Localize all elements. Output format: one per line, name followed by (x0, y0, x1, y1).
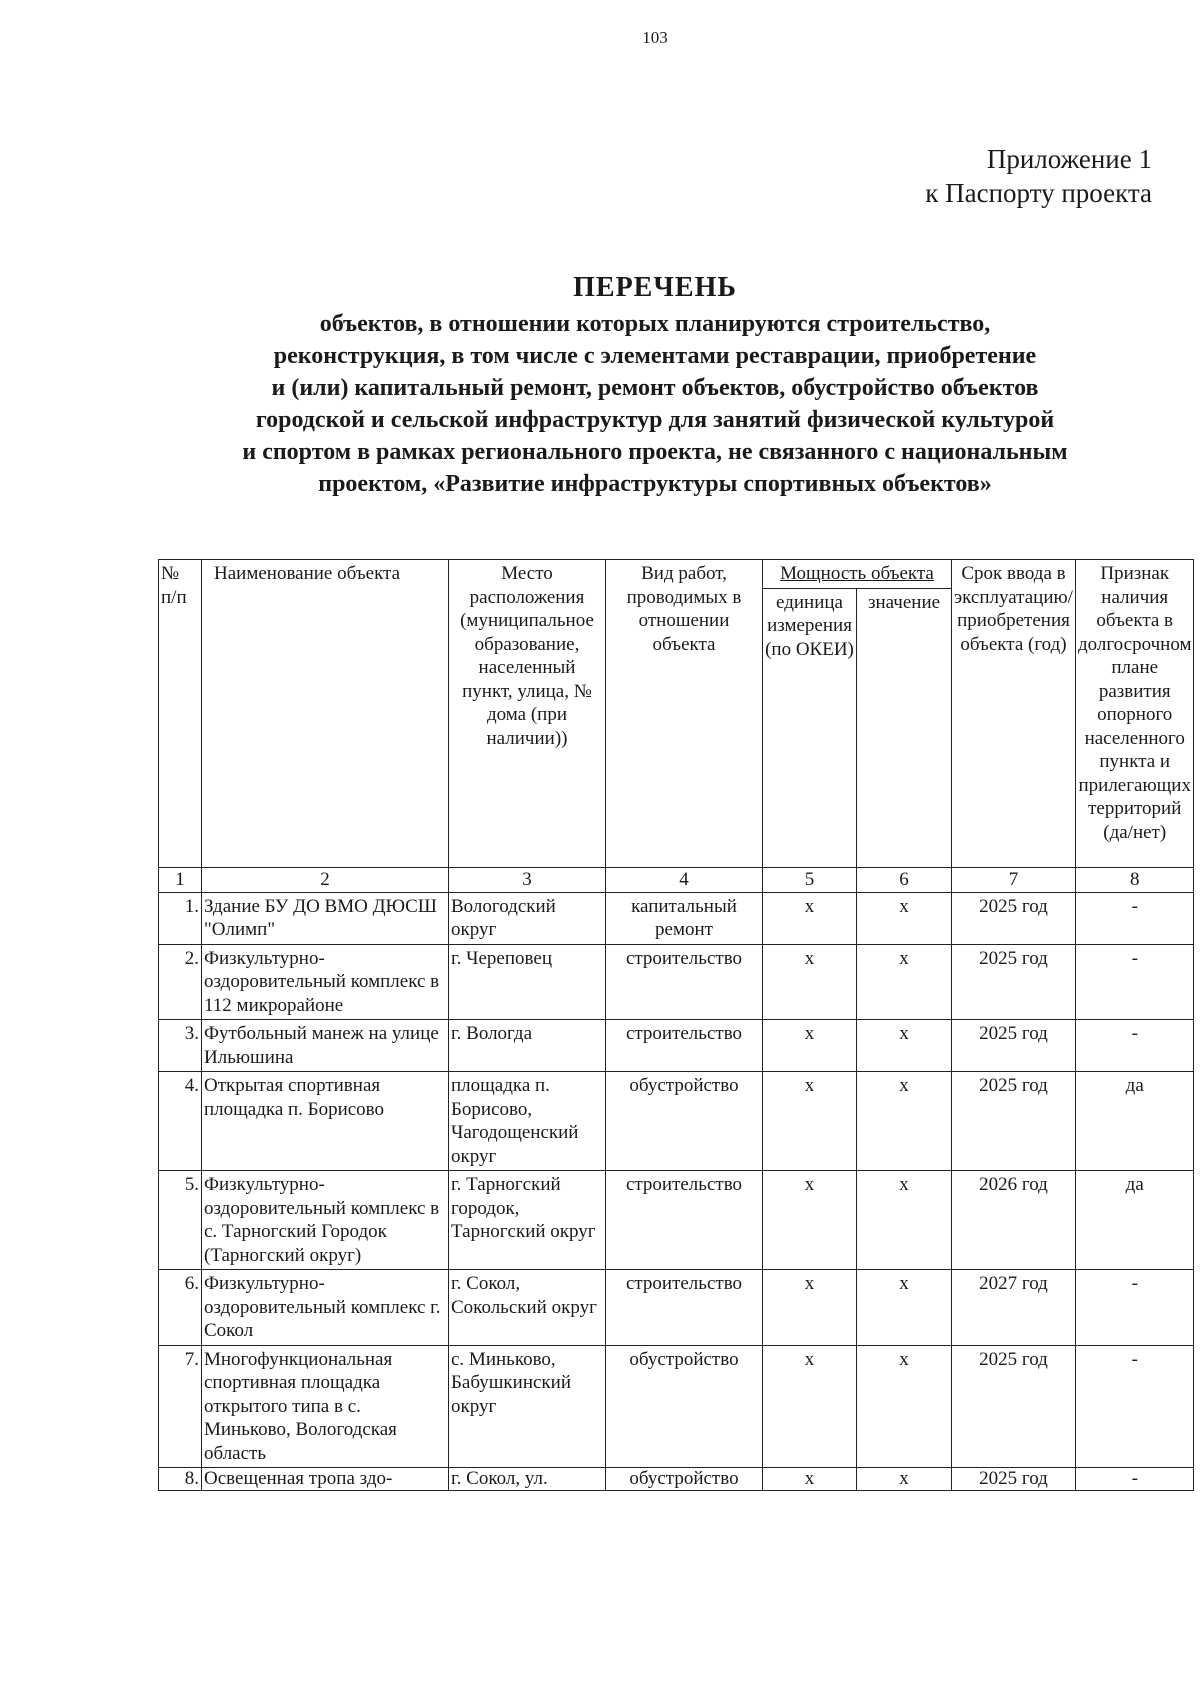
row-number: 6. (159, 1270, 202, 1346)
capacity-value: х (857, 1468, 952, 1491)
capacity-value: х (857, 892, 952, 944)
capacity-unit: х (763, 1020, 857, 1072)
title-subtitle: объектов, в отношении которых планируются строительство, реконструкция, в том числе с элементами реставрации, приобретение и (или) капитальный ремонт, ремонт объектов, обустройство объектов городской и сельской инфраструктур для занятий физической культурой и спортом в рамках регионального проекта, не связанного с национальным проектом, «Развитие инфраструктуры спортивных объектов» (242, 311, 1068, 497)
plan-flag: да (1075, 1072, 1194, 1171)
work-type: капитальный ремонт (606, 892, 763, 944)
work-type: обустройство (606, 1345, 763, 1468)
column-number: 1 (159, 867, 202, 892)
work-type: строительство (606, 1171, 763, 1270)
object-location: с. Миньково, Бабушкинский округ (449, 1345, 606, 1468)
capacity-value: х (857, 1072, 952, 1171)
header-flag: Признак наличия объекта в долгосрочном плане развития опорного населенного пункта и прилегающих территорий (да/нет) (1075, 560, 1194, 868)
header-num: № п/п (159, 560, 202, 868)
objects-table (158, 559, 1194, 1491)
header-location: Место расположения (муниципальное образование, населенный пункт, улица, № дома (при наличии)) (449, 560, 606, 868)
capacity-value: х (857, 1270, 952, 1346)
capacity-unit: х (763, 1270, 857, 1346)
plan-flag: - (1075, 892, 1194, 944)
capacity-value: х (857, 1020, 952, 1072)
column-number: 2 (202, 867, 449, 892)
object-location: г. Сокол, ул. (449, 1468, 606, 1491)
table-row (159, 1270, 1194, 1346)
work-type: обустройство (606, 1072, 763, 1171)
column-number-row (159, 867, 1194, 892)
column-number: 8 (1075, 867, 1194, 892)
commission-year: 2027 год (952, 1270, 1076, 1346)
object-location: г. Череповец (449, 944, 606, 1020)
title-main: ПЕРЕЧЕНЬ (573, 272, 737, 303)
header-work: Вид работ, проводимых в отношении объекта (606, 560, 763, 868)
table-row (159, 1171, 1194, 1270)
commission-year: 2025 год (952, 944, 1076, 1020)
row-number: 2. (159, 944, 202, 1020)
object-name: Физкультурно-оздоровительный комплекс в 112 микрорайоне (202, 944, 449, 1020)
document-title (150, 272, 1160, 500)
capacity-unit: х (763, 1072, 857, 1171)
commission-year: 2025 год (952, 1020, 1076, 1072)
column-number: 3 (449, 867, 606, 892)
capacity-value: х (857, 1345, 952, 1468)
capacity-unit: х (763, 892, 857, 944)
object-location: г. Вологда (449, 1020, 606, 1072)
header-deadline: Срок ввода в эксплуатацию/приобретения объекта (год) (952, 560, 1076, 868)
object-name: Многофункциональная спортивная площадка открытого типа в с. Миньково, Вологодская область (202, 1345, 449, 1468)
table-row (159, 944, 1194, 1020)
commission-year: 2025 год (952, 892, 1076, 944)
plan-flag: - (1075, 1468, 1194, 1491)
object-name: Физкультурно-оздоровительный комплекс г. Сокол (202, 1270, 449, 1346)
appendix-line-1: Приложение 1 (986, 144, 1152, 174)
capacity-unit: х (763, 944, 857, 1020)
header-row (159, 560, 1194, 589)
object-name: Физкультурно-оздоровительный комплекс в с. Тарногский Городок (Тарногский округ) (202, 1171, 449, 1270)
object-name: Футбольный манеж на улице Ильюшина (202, 1020, 449, 1072)
object-name: Освещенная тропа здо- (202, 1468, 449, 1491)
table-row (159, 1020, 1194, 1072)
plan-flag: - (1075, 1345, 1194, 1468)
work-type: строительство (606, 944, 763, 1020)
plan-flag: - (1075, 1270, 1194, 1346)
table-row (159, 1468, 1194, 1491)
commission-year: 2025 год (952, 1468, 1076, 1491)
plan-flag: - (1075, 1020, 1194, 1072)
capacity-value: х (857, 944, 952, 1020)
object-location: г. Тарногский городок, Тарногский округ (449, 1171, 606, 1270)
column-number: 7 (952, 867, 1076, 892)
object-location: площадка п. Борисово, Чагодощенский округ (449, 1072, 606, 1171)
page-number: 103 (642, 28, 668, 47)
capacity-unit: х (763, 1468, 857, 1491)
row-number: 7. (159, 1345, 202, 1468)
capacity-value: х (857, 1171, 952, 1270)
column-number: 6 (857, 867, 952, 892)
capacity-unit: х (763, 1345, 857, 1468)
work-type: строительство (606, 1020, 763, 1072)
commission-year: 2025 год (952, 1072, 1076, 1171)
plan-flag: - (1075, 944, 1194, 1020)
header-name: Наименование объекта (202, 560, 449, 868)
column-number: 4 (606, 867, 763, 892)
row-number: 5. (159, 1171, 202, 1270)
appendix-note (925, 142, 1152, 210)
table-row (159, 1345, 1194, 1468)
table-row (159, 1072, 1194, 1171)
commission-year: 2025 год (952, 1345, 1076, 1468)
commission-year: 2026 год (952, 1171, 1076, 1270)
object-location: г. Сокол, Сокольский округ (449, 1270, 606, 1346)
appendix-line-2: к Паспорту проекта (925, 178, 1152, 208)
capacity-unit: х (763, 1171, 857, 1270)
row-number: 4. (159, 1072, 202, 1171)
plan-flag: да (1075, 1171, 1194, 1270)
object-location: Вологодский округ (449, 892, 606, 944)
header-value: значение (857, 588, 952, 867)
work-type: обустройство (606, 1468, 763, 1491)
object-name: Открытая спортивная площадка п. Борисово (202, 1072, 449, 1171)
header-capacity: Мощность объекта (763, 560, 952, 589)
object-name: Здание БУ ДО ВМО ДЮСШ "Олимп" (202, 892, 449, 944)
header-unit: единица измерения (по ОКЕИ) (763, 588, 857, 867)
table-row (159, 892, 1194, 944)
column-number: 5 (763, 867, 857, 892)
row-number: 1. (159, 892, 202, 944)
row-number: 3. (159, 1020, 202, 1072)
work-type: строительство (606, 1270, 763, 1346)
row-number: 8. (159, 1468, 202, 1491)
